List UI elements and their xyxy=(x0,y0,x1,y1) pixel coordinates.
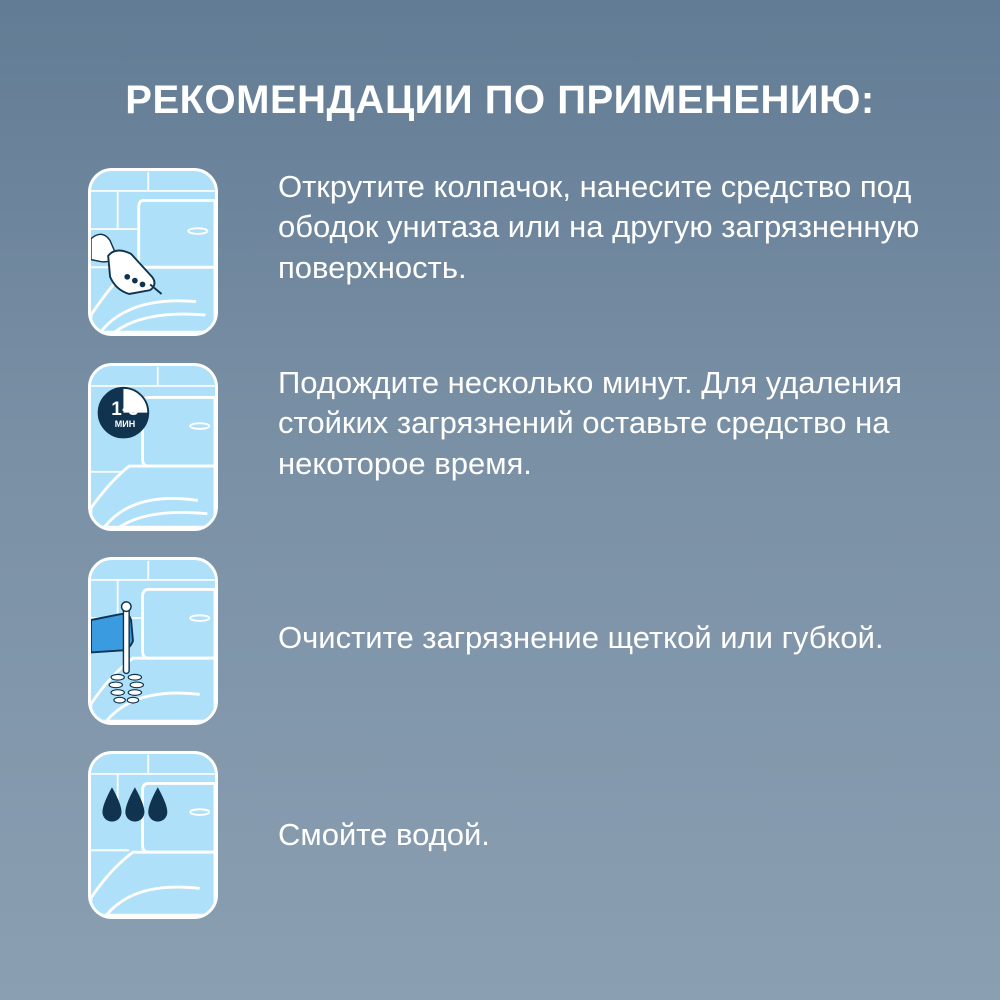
step-2 xyxy=(88,363,920,531)
water-drops-icon xyxy=(88,751,218,919)
step-3 xyxy=(88,557,920,725)
timer-badge-unit: МИН xyxy=(114,419,136,429)
timer-icon xyxy=(88,363,218,531)
step-text: Смойте водой. xyxy=(278,816,490,852)
step-1 xyxy=(88,168,920,336)
page-title: РЕКОМЕНДАЦИИ ПО ПРИМЕНЕНИЮ: xyxy=(125,78,875,122)
brush-icon xyxy=(88,557,218,725)
step-text: Подождите несколько минут. Для удаления стойких загрязнений оставьте средство на некоторое время. xyxy=(278,365,903,481)
step-4 xyxy=(88,751,920,919)
timer-badge-label xyxy=(99,400,151,429)
step-text: Очистите загрязнение щеткой или губкой. xyxy=(278,619,884,655)
timer-badge-value: 1-3 xyxy=(111,399,139,420)
step-text: Открутите колпачок, нанесите средство под ободок унитаза или на другую загрязненную поверхность. xyxy=(278,169,920,285)
bottle-apply-icon xyxy=(88,168,218,336)
